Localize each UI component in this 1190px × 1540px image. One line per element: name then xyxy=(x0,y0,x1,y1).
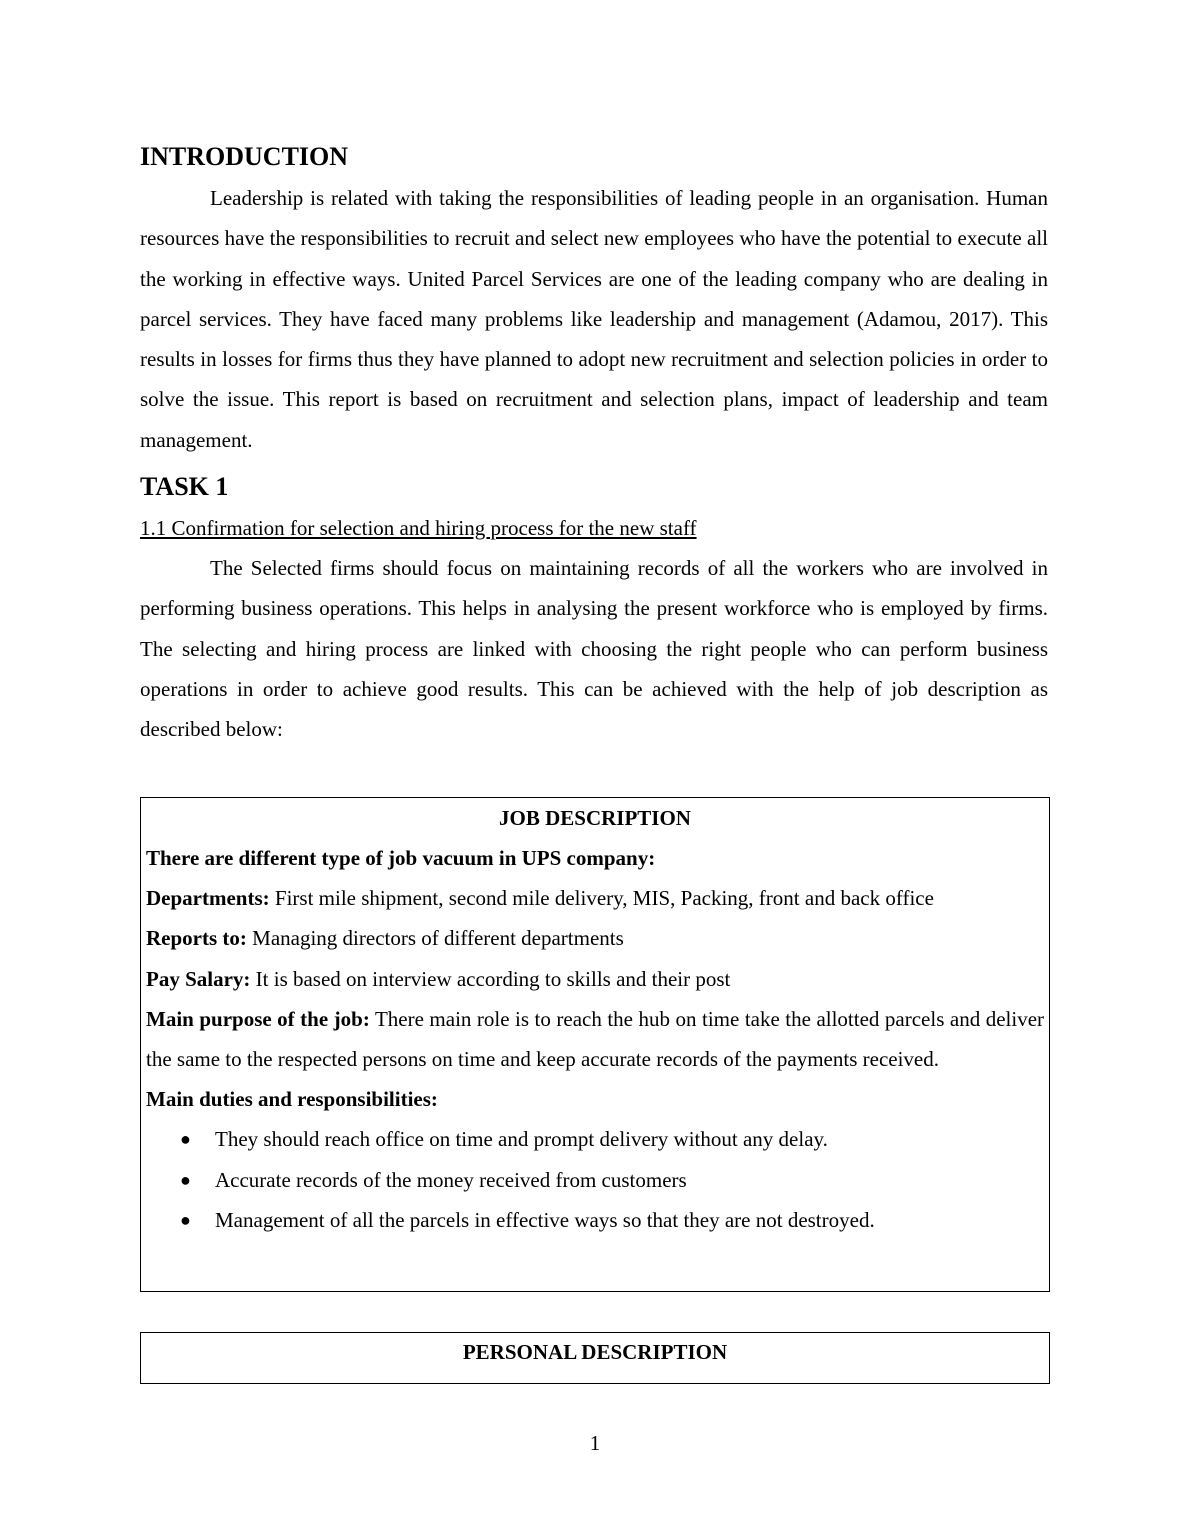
reports-label: Reports to: xyxy=(146,926,247,951)
salary-row xyxy=(146,959,1044,999)
page-content xyxy=(140,140,1048,750)
salary-value: It is based on interview according to skills and their post xyxy=(250,966,731,991)
list-item: ● They should reach office on time and prompt delivery without any delay. xyxy=(146,1119,1044,1159)
departments-label: Departments: xyxy=(146,886,270,911)
reports-row xyxy=(146,918,1044,958)
list-item: ● Accurate records of the money received from customers xyxy=(146,1160,1044,1200)
bullet-icon: ● xyxy=(180,1169,191,1190)
purpose-row xyxy=(146,999,1044,1079)
duties-list xyxy=(146,1119,1044,1240)
salary-label: Pay Salary: xyxy=(146,966,251,991)
departments-value: First mile shipment, second mile delivery, MIS, Packing, front and back office xyxy=(269,886,934,911)
duties-label: Main duties and responsibilities: xyxy=(146,1087,438,1112)
bullet-icon: ● xyxy=(180,1209,191,1230)
reports-value: Managing directors of different departments xyxy=(246,926,624,951)
personal-description-box xyxy=(140,1332,1050,1384)
task1-paragraph: The Selected firms should focus on maintaining records of all the workers who are involved in performing business operations. This helps in analysing the present workforce who is employed by firms. The selecting and hiring process are linked with choosing the right people who can perform business operations in order to achieve good results. This can be achieved with the help of job description as described below: xyxy=(140,556,1048,742)
job-description-title: JOB DESCRIPTION xyxy=(499,806,691,830)
task1-subheading: 1.1 Confirmation for selection and hiring process for the new staff xyxy=(140,516,697,541)
introduction-paragraph: Leadership is related with taking the responsibilities of leading people in an organisation. Human resources have the responsibilities to recruit and select new employees who have the potential to execute all the working in effective ways. United Parcel Services are one of the leading company who are dealing in parcel services. They have faced many problems like leadership and management (Adamou, 2017). This results in losses for firms thus they have planned to adopt new recruitment and selection policies in order to solve the issue. This report is based on recruitment and selection plans, impact of leadership and team management. xyxy=(140,186,1048,452)
bullet-icon: ● xyxy=(180,1129,191,1150)
personal-description-title: PERSONAL DESCRIPTION xyxy=(462,1340,728,1364)
task1-heading: TASK 1 xyxy=(140,472,229,502)
page-number: 1 xyxy=(589,1431,601,1455)
job-description-intro: There are different type of job vacuum in UPS company: xyxy=(146,846,656,870)
list-item: ● Management of all the parcels in effective ways so that they are not destroyed. xyxy=(146,1200,1044,1240)
purpose-label: Main purpose of the job: xyxy=(146,1006,370,1031)
introduction-heading: INTRODUCTION xyxy=(140,142,349,171)
departments-row xyxy=(146,878,1044,918)
job-description-box xyxy=(140,797,1050,1292)
purpose-value: There main role is to reach the hub on time take the allotted parcels and deliver the same to the respected persons on time and keep accurate records of the payments received. xyxy=(146,1006,1045,1072)
